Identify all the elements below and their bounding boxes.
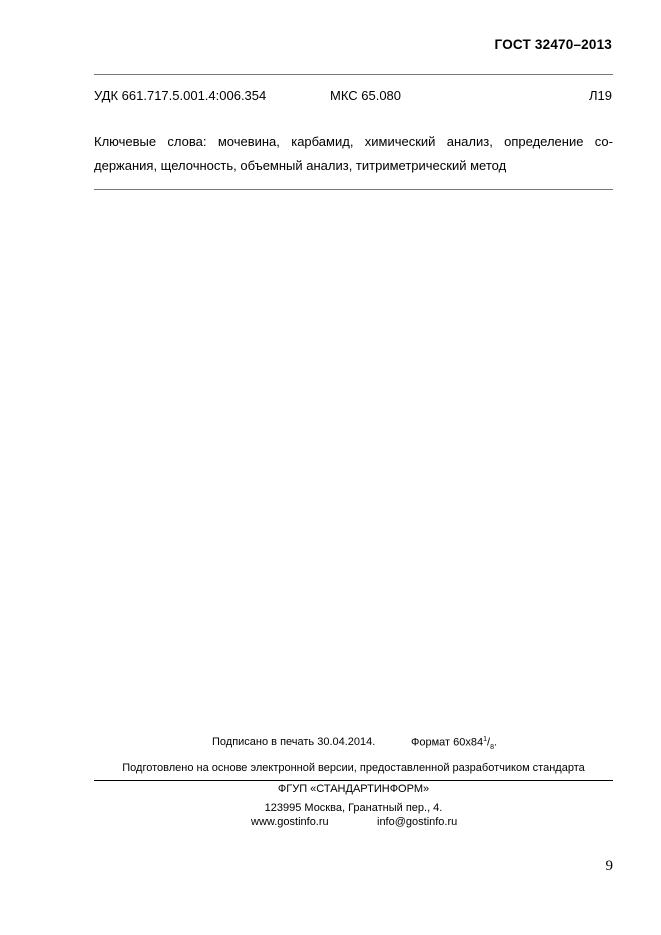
publisher-email[interactable]: info@gostinfo.ru bbox=[377, 816, 458, 828]
keywords-block bbox=[94, 130, 613, 178]
keywords-divider bbox=[94, 189, 613, 190]
format-label: Формат 60x84 bbox=[411, 736, 484, 749]
publisher-address: 123995 Москва, Гранатный пер., 4. bbox=[264, 802, 443, 814]
prepared-note: Подготовлено на основе электронной версии, предоставленной разработчиком стандарта bbox=[122, 762, 585, 774]
keywords-line-1: Ключевые слова: мочевина, карбамид, химический анализ, определение со- bbox=[94, 134, 613, 149]
format-end: . bbox=[493, 736, 498, 749]
format-denominator: 8 bbox=[490, 743, 494, 751]
format-numerator: 1 bbox=[483, 736, 488, 743]
keywords-line-2: держания, щелочность, объемный анализ, титриметрический метод bbox=[94, 158, 507, 173]
page-number: 9 bbox=[605, 858, 613, 874]
udk-code: УДК 661.717.5.001.4:006.354 bbox=[94, 88, 267, 103]
print-format: Формат $60x84^1/_8$. bbox=[411, 736, 498, 751]
okp-group: Л19 bbox=[589, 88, 612, 103]
signed-date: Подписано в печать 30.04.2014. bbox=[212, 736, 376, 748]
standard-code: ГОСТ 32470–2013 bbox=[494, 37, 612, 52]
imprint-divider bbox=[94, 780, 613, 781]
publisher-website[interactable]: www.gostinfo.ru bbox=[251, 816, 329, 828]
top-divider bbox=[94, 74, 613, 75]
publisher-name: ФГУП «СТАНДАРТИНФОРМ» bbox=[277, 783, 430, 795]
mks-code: МКС 65.080 bbox=[330, 88, 402, 103]
